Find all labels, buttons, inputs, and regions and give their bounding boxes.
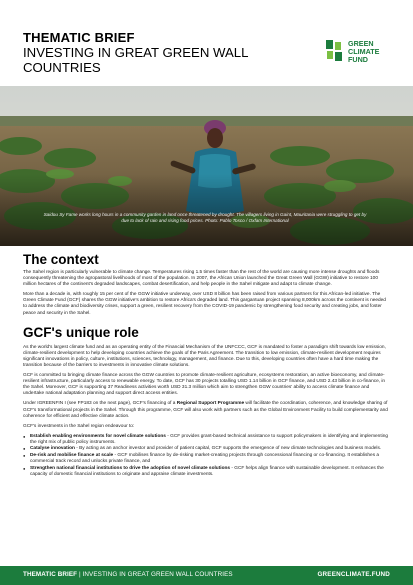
role-paragraph-4: GCF's investments in the Sahel region endeavour to: [23,423,135,429]
page-footer [0,566,413,585]
role-section [23,325,389,478]
page-header [0,0,413,86]
brief-label: THEMATIC BRIEF [23,30,135,45]
role-paragraph-3: Under IGREENFIN I (see FP183 on the next page), GCF's financing of a Regional Support Programme will facilitate the coordination, coherence, and knowledge sharing of GCF's transformational projects in the Sahel. Through this programme, GCF will also work with partners such as the Global Environment Facility to build complementarity and coherence for efficient and effective climate action. [23,401,388,419]
list-item: ● Catalyse innovation - By acting as an anchor investor and provider of patient capital, GCF supports the emergence of new climate technologies and business models. [23,446,389,452]
list-item: ● De-risk and mobilise finance at scale - GCF mobilises finance by de-risking market-creating projects through concessional financing or co-financing. It establishes a commercial track record and unlocks private finance, and [23,453,389,465]
gcf-logo [326,38,396,78]
gcf-logo-icon [326,40,344,62]
context-section [23,252,389,317]
footer-website-link[interactable]: GREENCLIMATE.FUND [317,571,390,578]
footer-title: THEMATIC BRIEF | INVESTING IN GREAT GREEN WALL COUNTRIES [23,571,233,578]
context-paragraph-2: More than a decade in, with roughly 15 per cent of the GGW initiative underway, over USD 8 billion has been raised from various partners for this African-led initiative. The Green Climate Fund (GCF) shares the GGW initiative's ambition to restore Africa's degraded land. This gargantuan project spanning 8,000km across the continent is needed to address the climate and biodiversity crises, support a green, resilient recovery from the COVID-19 pandemic by strengthening food security and creating jobs, and foster peace and security in the Sahel. [23,292,386,316]
context-paragraph-1: The Sahel region is particularly vulnerable to climate change. Temperatures rising 1.5 times faster than the rest of the world are causing more intense droughts and floods consequently threatening the agropastoral livelihoods of most of the population. In 2007, the African Union launched the Great Green Wall (GGW) initiative to restore 100 million hectares of the continent's degraded landscapes, combat desertification, and help people in the Sahel mitigate and adapt to climate change. [23,270,380,288]
photo-caption: Saidou Sy Fame works long hours in a community garden in land once threatened by drought. The villagers living in Gaint, Mauritania were struggling to get by due to lack of rain and rising food prices. Photo: Pablo Tosco / Oxfam International [43,212,367,224]
brief-title: INVESTING IN GREAT GREEN WALL COUNTRIES [23,45,248,75]
list-item: ● Establish enabling environments for novel climate solutions - GCF provides grant-based technical assistance to support policymakers in identifying and implementing the right mix of public policy instruments. [23,434,389,446]
role-paragraph-1: As the world's largest climate fund and as an operating entity of the Financial Mechanism of the UNFCCC, GCF is mandated to foster a paradigm shift towards low emission, climate-resilient development to help developing countries achieve the goals of the Paris Agreement. The transition to low emission, climate-resilient development requires significant innovations in policy, culture, institutions, sciences, technology, management, and finance. Due to this, developing countries often have a hard time making the transition because of the barriers to investments in innovative climate solutions. [23,344,386,368]
context-heading: The context [23,252,99,267]
investment-goals-list [23,434,389,478]
role-heading: GCF's unique role [23,324,139,340]
gcf-logo-text: GREEN CLIMATE FUND [348,39,380,65]
list-item: ● Strengthen national financial institutions to drive the adoption of novel climate solutions - GCF helps align finance with sustainable development. It enhances the capacity of domestic financial institutions to originate and appraise climate investments. [23,466,389,478]
role-paragraph-2: GCF is committed to bringing climate finance across the GGW countries to promote climate-resilient agriculture, ecosystems restoration, an active bioeconomy, and climate-resilient infrastructure, particularly access to renewable energy. To date, GCF has 30 projects totalling USD 1.14 billion in GCF finance, and USD 2.43 billion in co-finance, in the Sahel. Moreover, GCF is supporting 37 Readiness activities worth USD 31.3 million which aim to strengthen GGW countries' ability to access climate finance and undertake national adaptation planning and support direct access entities. [23,373,386,397]
main-content [23,248,389,478]
